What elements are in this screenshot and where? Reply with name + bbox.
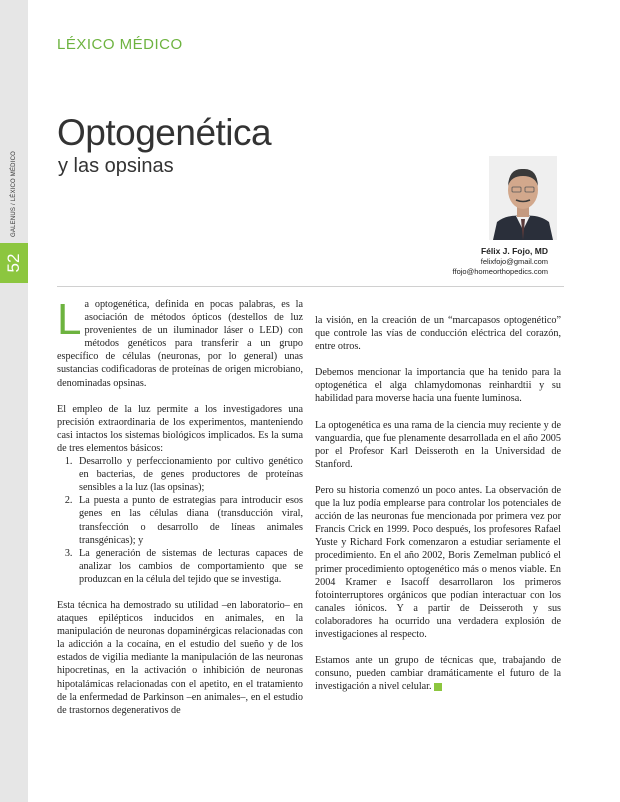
- article-paragraph: Debemos mencionar la importancia que ha tenido para la optogenética el alga chlamydomonas reinhardtii y su habilidad para moverse hacia una fuente luminosa.: [315, 367, 561, 405]
- page-number: 52: [4, 253, 23, 273]
- list-item: 3. La generación de sistemas de lecturas capaces de analizar los cambios de comportamiento que se produzcan en la célula del tejido que se investiga.: [75, 547, 303, 586]
- article-paragraph: Pero su historia comenzó un poco antes. La observación de que la luz podía emplearse para controlar los potenciales de acción de las neuronas fue mencionada por primera vez por Francis Crick en 1999. Poco después, los profesores Rafael Yuste y Richard Fork comenzaron a estudiar seriamente el procedimiento. En el año 2002, Boris Zemelman publicó el primer procedimiento optogenético más o menos viable. En 2004 Kramer e Isacoff desarrollaron los primeros fotointerruptores orgánicos que podían interactuar con los canales iónicos. Y a partir de Deisseroth y sus colaboradores ha ocurrido una verdadera explosión de investigaciones al respecto.: [315, 484, 561, 640]
- page-title: Optogenética: [57, 112, 272, 153]
- article-paragraph: Esta técnica ha demostrado su utilidad –en laboratorio– en ataques epilépticos inducidos en animales, en la manipulación de neuronas dopaminérgicas relacionadas con la adicción a la cocaína, en el estudio del sueño y de los estados de vigilia mediante la manipulación de las neuronas hipocretinas, en la activación o inhibición de neuronas hipotalámicas relacionadas con el apetito, en el tratamiento de la enfermedad de Parkinson –en animales–, en el estudio de trastornos degenerativos de: [57, 599, 303, 716]
- list-item: 2. La puesta a punto de estrategias para introducir esos genes en las células diana (transducción viral, transfección o desarrollo de líneas animales transgénicas); y: [75, 494, 303, 546]
- header-divider: [57, 286, 564, 287]
- end-mark-icon: [434, 683, 442, 691]
- side-bar: [0, 0, 28, 802]
- section-label: LÉXICO MÉDICO: [57, 36, 183, 53]
- drop-cap: L: [57, 295, 82, 344]
- elements-list: [57, 455, 303, 586]
- list-item: 1. Desarrollo y perfeccionamiento por cultivo genético en bacterias, de genes productores de proteínas sensibles a la luz (las opsinas);: [75, 455, 303, 494]
- author-name: Félix J. Fojo, MD: [480, 246, 548, 256]
- sidebar-label: [2, 146, 26, 241]
- author-email-2: ffojo@homeorthopedics.com: [452, 267, 548, 276]
- article-paragraph: [315, 654, 561, 693]
- article-paragraph: la visión, en la creación de un “marcapasos optogenético” que controle las vías de conducción eléctrica del corazón, entre otros.: [315, 315, 561, 353]
- page-subtitle: y las opsinas: [58, 155, 174, 177]
- article-column-left: [57, 295, 303, 730]
- article-column-right: [315, 314, 561, 706]
- article-paragraph: La optogenética es una rama de la ciencia muy reciente y de vanguardia, que fue plenamente desarrollada en el año 2005 por el Profesor Karl Deisseroth en la Universidad de Stanford.: [315, 419, 561, 470]
- author-block: [453, 246, 548, 277]
- sidebar-label-text: GALENUS / LÉXICO MÉDICO: [11, 150, 18, 237]
- paragraph-text: a optogenética, definida en pocas palabras, es la asociación de métodos ópticos (destellos de luz provenientes de un iluminador láser o LED) con métodos genéticos para transferir a un grupo específico de células (neuronas, por lo general) unas sustancias codificadoras de proteínas de origen microbiano, denominadas opsinas.: [57, 299, 303, 389]
- author-email-1: felixfojo@gmail.com: [480, 257, 548, 266]
- article-paragraph: [57, 295, 303, 390]
- paragraph-text: Estamos ante un grupo de técnicas que, trabajando de consuno, pueden cambiar dramáticamente el futuro de la investigación a nivel celular.: [315, 655, 561, 693]
- author-portrait-image: [489, 156, 557, 240]
- article-paragraph: El empleo de la luz permite a los investigadores una precisión extraordinaria de los experimentos, manteniendo casi intactos los sistemas biológicos implicados. Es la suma de tres elementos básicos:: [57, 403, 303, 454]
- author-photo: [489, 156, 557, 240]
